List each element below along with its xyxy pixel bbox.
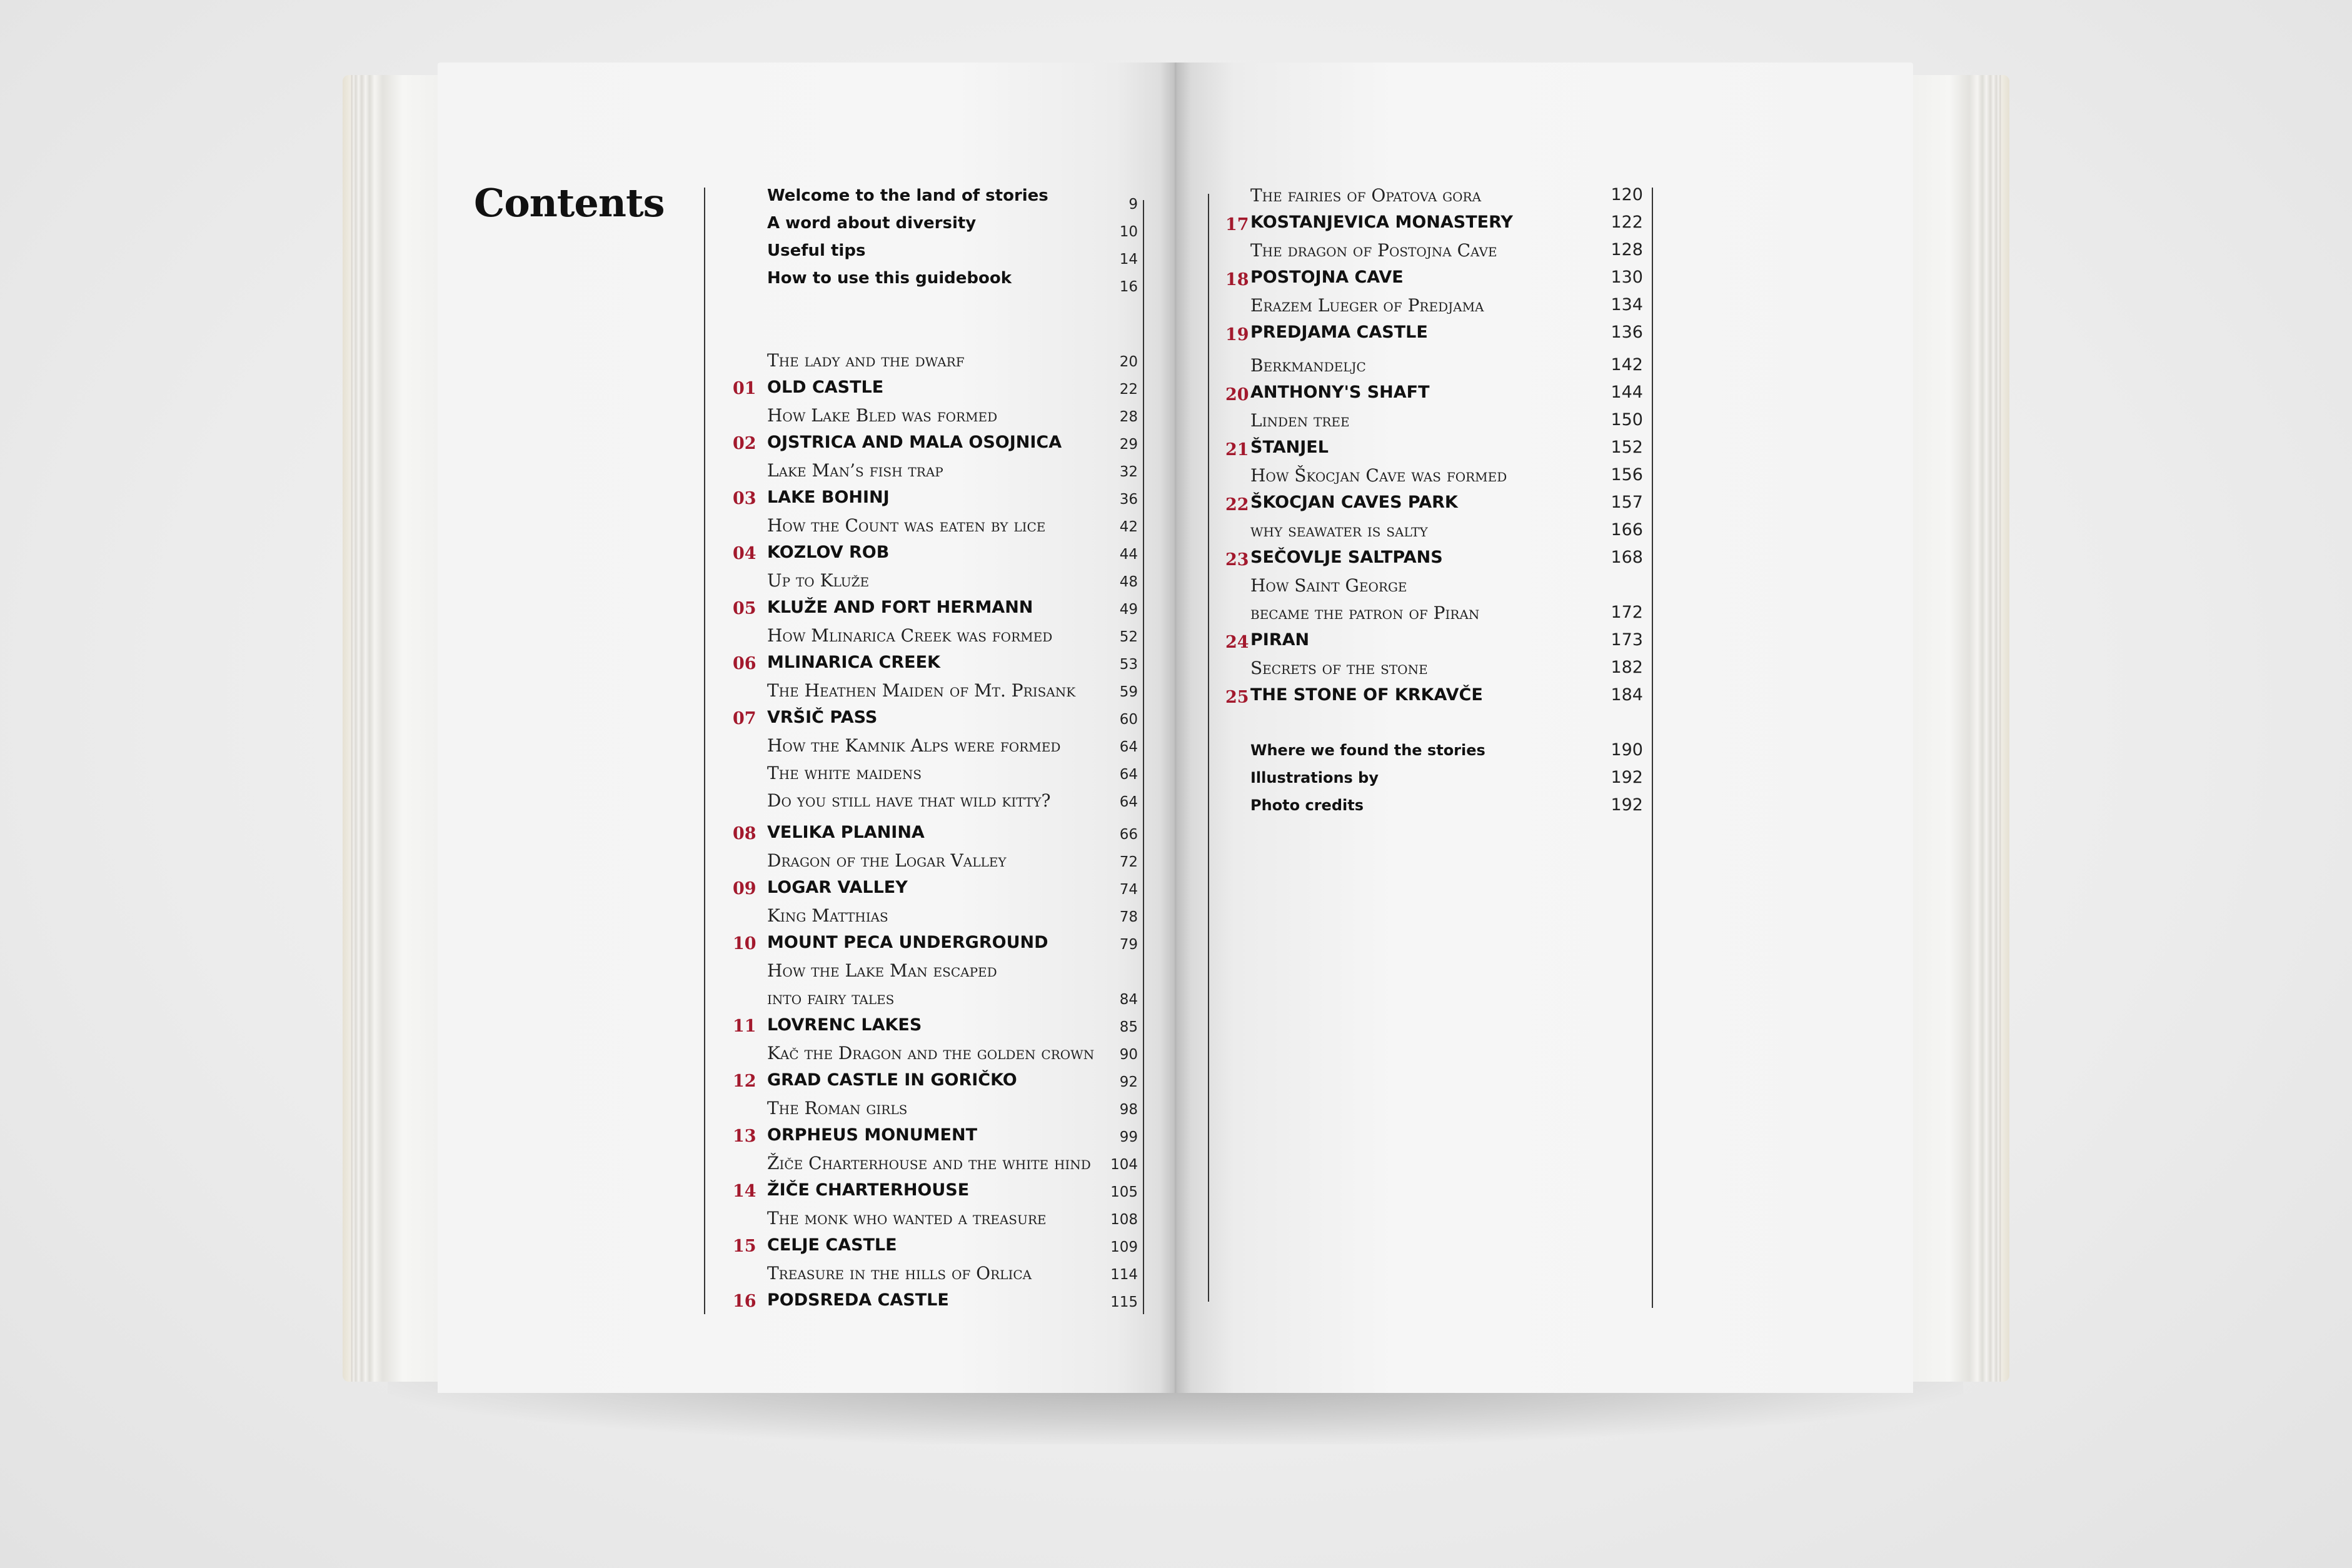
entry-page: 122 — [1611, 213, 1643, 232]
story-entry-title: Secrets of the stone — [1250, 658, 1428, 678]
intro-entry-title: How to use this guidebook — [767, 269, 1012, 288]
story-entry-title: How the Kamnik Alps were formed — [767, 735, 1061, 756]
entry-page: 142 — [1611, 355, 1643, 374]
story-entry-title: How the Count was eaten by lice — [767, 515, 1046, 536]
entry-page: 22 — [1119, 381, 1138, 398]
entry-number: 03 — [733, 489, 756, 508]
story-entry-title: The lady and the dwarf — [767, 350, 965, 371]
entry-number: 16 — [733, 1292, 756, 1311]
story-entry-title: The Roman girls — [767, 1098, 908, 1118]
entry-page: 114 — [1110, 1267, 1138, 1283]
entry-page: 150 — [1611, 410, 1643, 430]
story-entry-title: How Saint George — [1250, 575, 1407, 596]
page-edges-right — [1909, 75, 2009, 1382]
entry-number: 11 — [733, 1017, 756, 1036]
entry-page: 64 — [1119, 739, 1138, 755]
entry-number: 08 — [733, 824, 756, 843]
entry-page: 99 — [1119, 1129, 1138, 1145]
entry-number: 05 — [733, 599, 756, 618]
story-entry-title: How Mlinarica Creek was formed — [767, 625, 1053, 646]
entry-page: 72 — [1119, 854, 1138, 870]
entry-number: 20 — [1225, 385, 1249, 405]
entry-page: 84 — [1119, 992, 1138, 1008]
entry-page: 109 — [1110, 1239, 1138, 1255]
intro-entry-title: Welcome to the land of stories — [767, 186, 1048, 205]
intro-entry-title: Useful tips — [767, 241, 866, 260]
entry-page: 184 — [1611, 685, 1643, 705]
story-entry-title: Treasure in the hills of Orlica — [767, 1263, 1032, 1284]
story-entry-title: Erazem Lueger of Predjama — [1250, 295, 1484, 316]
entry-page: 130 — [1611, 268, 1643, 287]
entry-page: 42 — [1119, 519, 1138, 535]
entry-page: 44 — [1119, 546, 1138, 563]
entry-number: 06 — [733, 654, 756, 673]
book-gutter — [1160, 63, 1191, 1393]
entry-page: 60 — [1119, 711, 1138, 728]
entry-page: 59 — [1119, 684, 1138, 700]
right-page-number-rule — [1652, 188, 1653, 1308]
entry-page: 108 — [1110, 1212, 1138, 1228]
entry-page: 104 — [1110, 1157, 1138, 1173]
left-divider-rule — [704, 188, 705, 1314]
entry-page: 48 — [1119, 574, 1138, 590]
place-entry-title: MOUNT PECA UNDERGROUND — [767, 933, 1048, 952]
place-entry-title: LOVRENC LAKES — [767, 1015, 922, 1035]
story-entry-title: Kač the Dragon and the golden crown — [767, 1043, 1095, 1063]
entry-page: 128 — [1611, 240, 1643, 259]
entry-number: 10 — [733, 934, 756, 953]
story-entry-title: Linden tree — [1250, 410, 1350, 431]
outro-entry-title: Photo credits — [1250, 797, 1364, 814]
entry-page: 74 — [1119, 882, 1138, 898]
story-entry-title: Do you still have that wild kitty? — [767, 790, 1051, 811]
entry-page: 92 — [1119, 1074, 1138, 1090]
entry-page: 156 — [1611, 465, 1643, 485]
entry-page: 85 — [1119, 1019, 1138, 1035]
entry-page: 120 — [1611, 185, 1643, 204]
entry-number: 21 — [1225, 440, 1249, 460]
entry-number: 13 — [733, 1127, 756, 1146]
entry-page: 36 — [1119, 491, 1138, 508]
place-entry-title: CELJE CASTLE — [767, 1235, 897, 1255]
story-entry-title: Lake Man’s fish trap — [767, 460, 943, 481]
entry-page: 166 — [1611, 520, 1643, 540]
story-entry-title: How Škocjan Cave was formed — [1250, 465, 1507, 486]
story-entry-title: Berkmandeljc — [1250, 355, 1366, 376]
right-page — [1175, 63, 1913, 1393]
intro-entry-page: 9 — [1128, 196, 1138, 213]
page-edges-left — [343, 75, 443, 1382]
entry-page: 20 — [1119, 354, 1138, 370]
story-entry-title: The white maidens — [767, 763, 922, 783]
entry-page: 115 — [1110, 1294, 1138, 1310]
place-entry-title: MLINARICA CREEK — [767, 653, 940, 672]
entry-number: 04 — [733, 544, 756, 563]
entry-page: 78 — [1119, 909, 1138, 925]
story-entry-title: into fairy tales — [767, 988, 895, 1008]
story-entry-title: Žiče Charterhouse and the white hind — [767, 1153, 1091, 1173]
entry-number: 02 — [733, 434, 756, 453]
entry-number: 01 — [733, 379, 756, 398]
entry-number: 23 — [1225, 550, 1249, 570]
entry-page: 66 — [1119, 827, 1138, 843]
entry-page: 52 — [1119, 629, 1138, 645]
story-entry-title: Up to Kluže — [767, 570, 870, 591]
intro-entry-title: A word about diversity — [767, 214, 977, 233]
left-page-number-rule — [1143, 200, 1144, 1314]
entry-number: 24 — [1225, 633, 1249, 652]
story-entry-title: The Heathen Maiden of Mt. Prisank — [767, 680, 1076, 701]
place-entry-title: ŽIČE CHARTERHOUSE — [767, 1180, 970, 1200]
outro-entry-page: 190 — [1611, 740, 1643, 760]
place-entry-title: POSTOJNA CAVE — [1250, 268, 1404, 287]
story-entry-title: King Matthias — [767, 905, 888, 926]
place-entry-title: ŠTANJEL — [1250, 438, 1329, 457]
place-entry-title: THE STONE OF KRKAVČE — [1250, 685, 1483, 705]
entry-page: 28 — [1119, 409, 1138, 425]
entry-page: 32 — [1119, 464, 1138, 480]
entry-number: 15 — [733, 1237, 756, 1256]
entry-page: 144 — [1611, 383, 1643, 402]
outro-entry-title: Where we found the stories — [1250, 741, 1485, 759]
place-entry-title: KOSTANJEVICA MONASTERY — [1250, 213, 1513, 232]
entry-number: 09 — [733, 879, 756, 898]
place-entry-title: PIRAN — [1250, 630, 1310, 650]
place-entry-title: PREDJAMA CASTLE — [1250, 323, 1428, 342]
outro-entry-title: Illustrations by — [1250, 769, 1379, 787]
entry-number: 19 — [1225, 325, 1249, 344]
story-entry-title: How Lake Bled was formed — [767, 405, 998, 426]
entry-number: 25 — [1225, 688, 1249, 707]
entry-number: 18 — [1225, 270, 1249, 289]
story-entry-title: why seawater is salty — [1250, 520, 1428, 541]
place-entry-title: GRAD CASTLE IN GORIČKO — [767, 1070, 1017, 1090]
entry-page: 105 — [1110, 1184, 1138, 1200]
entry-page: 182 — [1611, 658, 1643, 677]
entry-page: 49 — [1119, 601, 1138, 618]
right-divider-rule — [1208, 194, 1209, 1302]
place-entry-title: VELIKA PLANINA — [767, 823, 925, 842]
story-entry-title: The monk who wanted a treasure — [767, 1208, 1047, 1229]
intro-entry-page: 10 — [1119, 224, 1138, 240]
story-entry-title: How the Lake Man escaped — [767, 960, 997, 981]
entry-number: 07 — [733, 709, 756, 728]
place-entry-title: KLUŽE AND FORT HERMANN — [767, 598, 1033, 617]
place-entry-title: PODSREDA CASTLE — [767, 1290, 949, 1310]
entry-number: 14 — [733, 1182, 756, 1201]
entry-page: 98 — [1119, 1102, 1138, 1118]
story-entry-title: became the patron of Piran — [1250, 603, 1480, 623]
entry-page: 53 — [1119, 656, 1138, 673]
entry-number: 12 — [733, 1072, 756, 1091]
entry-page: 136 — [1611, 323, 1643, 342]
place-entry-title: LAKE BOHINJ — [767, 488, 890, 507]
entry-page: 64 — [1119, 766, 1138, 783]
intro-entry-page: 16 — [1119, 279, 1138, 295]
place-entry-title: ŠKOCJAN CAVES PARK — [1250, 493, 1458, 512]
entry-page: 157 — [1611, 493, 1643, 512]
entry-page: 172 — [1611, 603, 1643, 622]
entry-page: 168 — [1611, 548, 1643, 567]
place-entry-title: OLD CASTLE — [767, 378, 884, 397]
entry-page: 90 — [1119, 1047, 1138, 1063]
contents-title: Contents — [474, 180, 665, 226]
entry-number: 22 — [1225, 495, 1249, 515]
place-entry-title: OJSTRICA AND MALA OSOJNICA — [767, 433, 1062, 452]
intro-entry-page: 14 — [1119, 251, 1138, 268]
place-entry-title: LOGAR VALLEY — [767, 878, 908, 897]
place-entry-title: KOZLOV ROB — [767, 543, 890, 562]
entry-page: 64 — [1119, 794, 1138, 810]
place-entry-title: ORPHEUS MONUMENT — [767, 1125, 978, 1145]
entry-page: 79 — [1119, 937, 1138, 953]
entry-page: 173 — [1611, 630, 1643, 650]
outro-entry-page: 192 — [1611, 768, 1643, 787]
outro-entry-page: 192 — [1611, 795, 1643, 815]
entry-page: 134 — [1611, 295, 1643, 314]
entry-page: 152 — [1611, 438, 1643, 457]
story-entry-title: The dragon of Postojna Cave — [1250, 240, 1497, 261]
place-entry-title: ANTHONY'S SHAFT — [1250, 383, 1430, 402]
story-entry-title: The fairies of Opatova gora — [1250, 185, 1482, 206]
place-entry-title: VRŠIČ PASS — [767, 708, 878, 727]
place-entry-title: SEČOVLJE SALTPANS — [1250, 548, 1443, 567]
entry-number: 17 — [1225, 215, 1249, 234]
entry-page: 29 — [1119, 436, 1138, 453]
story-entry-title: Dragon of the Logar Valley — [767, 850, 1007, 871]
